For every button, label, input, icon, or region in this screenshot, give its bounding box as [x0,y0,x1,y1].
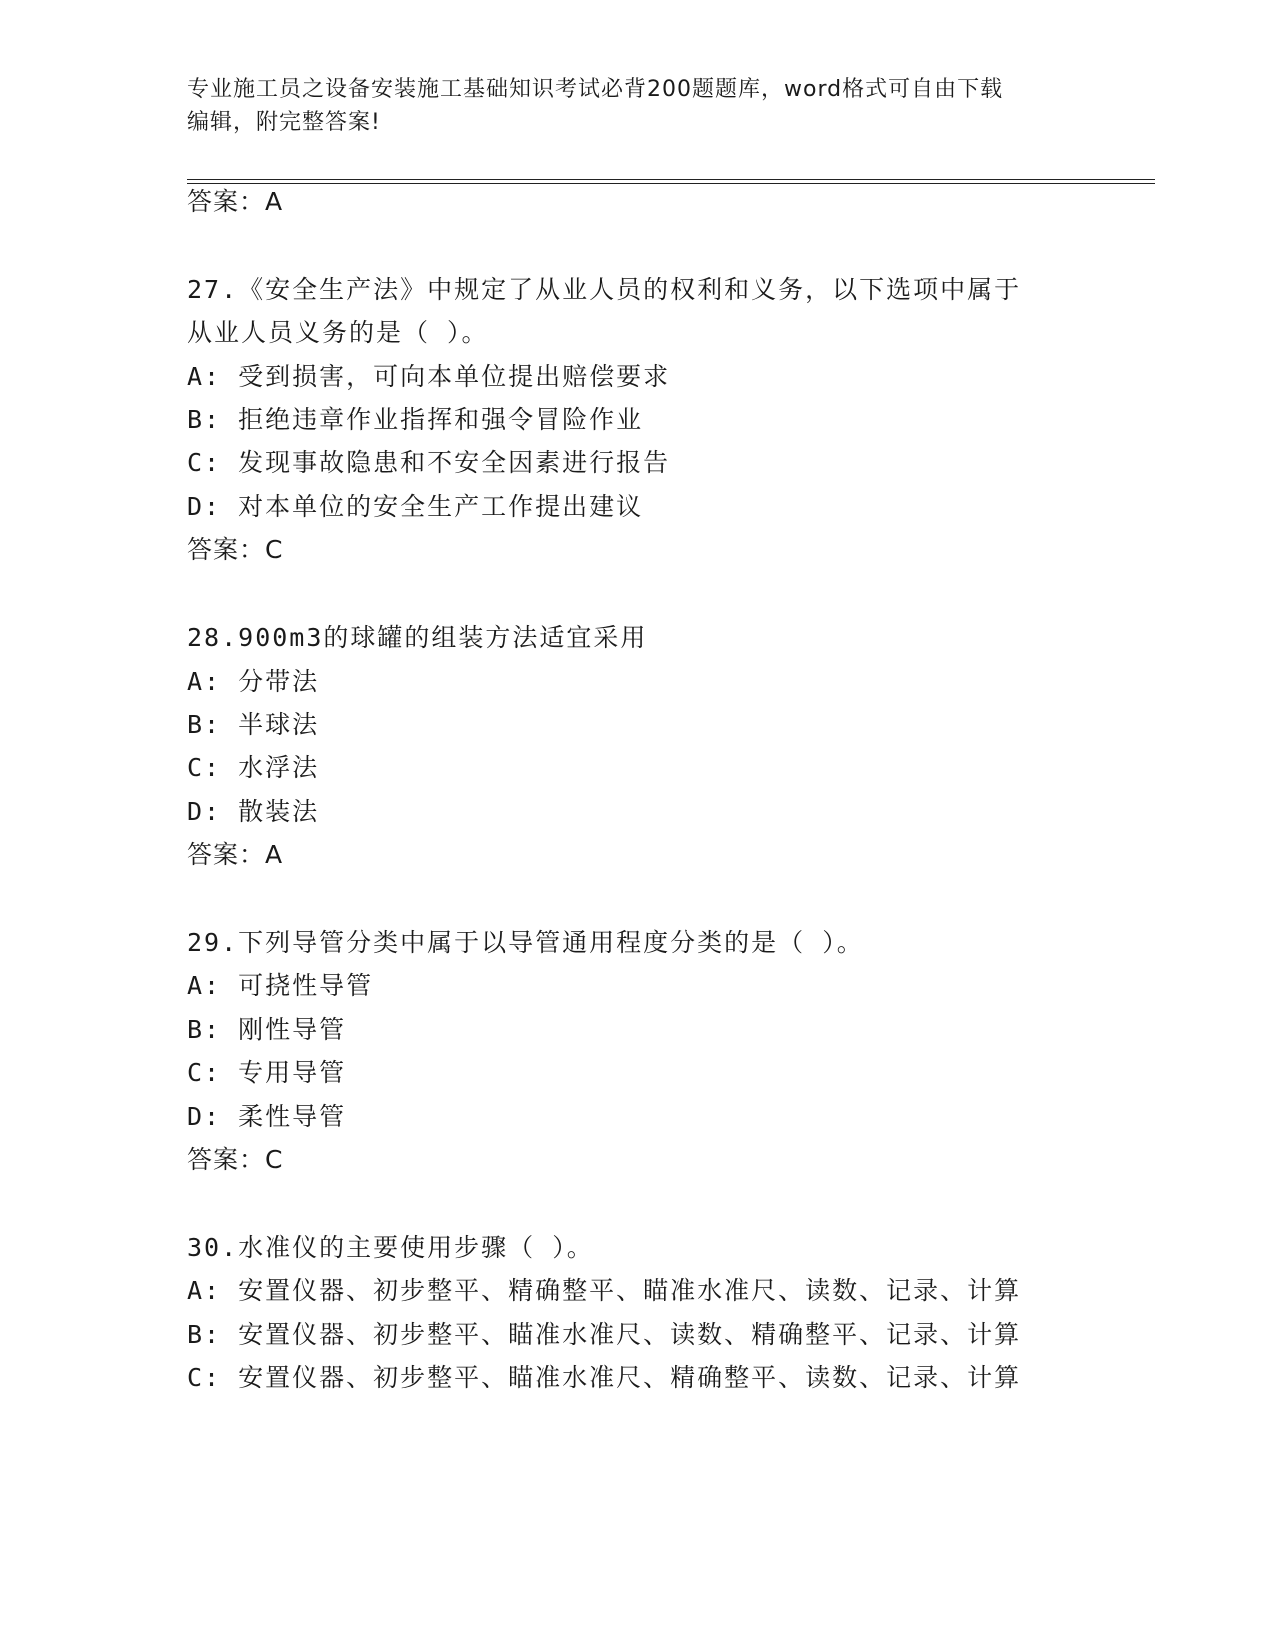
answer-28: 答案：A [187,840,284,869]
option-30-c: C: 安置仪器、初步整平、瞄准水准尺、精确整平、读数、记录、计算 [187,1363,1022,1392]
question-stem-27: 27.《安全生产法》中规定了从业人员的权利和义务，以下选项中属于 [187,275,1022,304]
header-line-1: 专业施工员之设备安装施工基础知识考试必背200题题库，word格式可自由下载 [187,77,1004,102]
option-30-a: A: 安置仪器、初步整平、精确整平、瞄准水准尺、读数、记录、计算 [187,1276,1022,1305]
option-29-d: D: 柔性导管 [187,1102,347,1131]
option-28-b: B: 半球法 [187,710,320,739]
option-27-d: D: 对本单位的安全生产工作提出建议 [187,492,644,521]
header-divider-bottom [187,183,1155,184]
option-29-a: A: 可挠性导管 [187,971,374,1000]
option-28-d: D: 散装法 [187,797,320,826]
question-stem-29: 29.下列导管分类中属于以导管通用程度分类的是（ ）。 [187,928,864,957]
question-stem-30: 30.水准仪的主要使用步骤（ ）。 [187,1233,594,1262]
option-27-b: B: 拒绝违章作业指挥和强令冒险作业 [187,405,644,434]
answer-line: 答案：A [187,187,284,216]
answer-27: 答案：C [187,535,284,564]
header-divider-top [187,179,1155,180]
option-28-a: A: 分带法 [187,667,320,696]
document-header [187,73,1087,139]
option-30-b: B: 安置仪器、初步整平、瞄准水准尺、读数、精确整平、记录、计算 [187,1320,1022,1349]
option-28-c: C: 水浮法 [187,753,320,782]
question-stem-28: 28.900m3的球罐的组装方法适宜采用 [187,623,648,652]
option-27-a: A: 受到损害，可向本单位提出赔偿要求 [187,362,671,391]
header-line-2: 编辑，附完整答案! [187,110,381,135]
option-29-c: C: 专用导管 [187,1058,347,1087]
option-29-b: B: 刚性导管 [187,1015,347,1044]
question-stem-27-cont: 从业人员义务的是（ ）。 [187,318,489,347]
option-27-c: C: 发现事故隐患和不安全因素进行报告 [187,448,671,477]
answer-29: 答案：C [187,1145,284,1174]
